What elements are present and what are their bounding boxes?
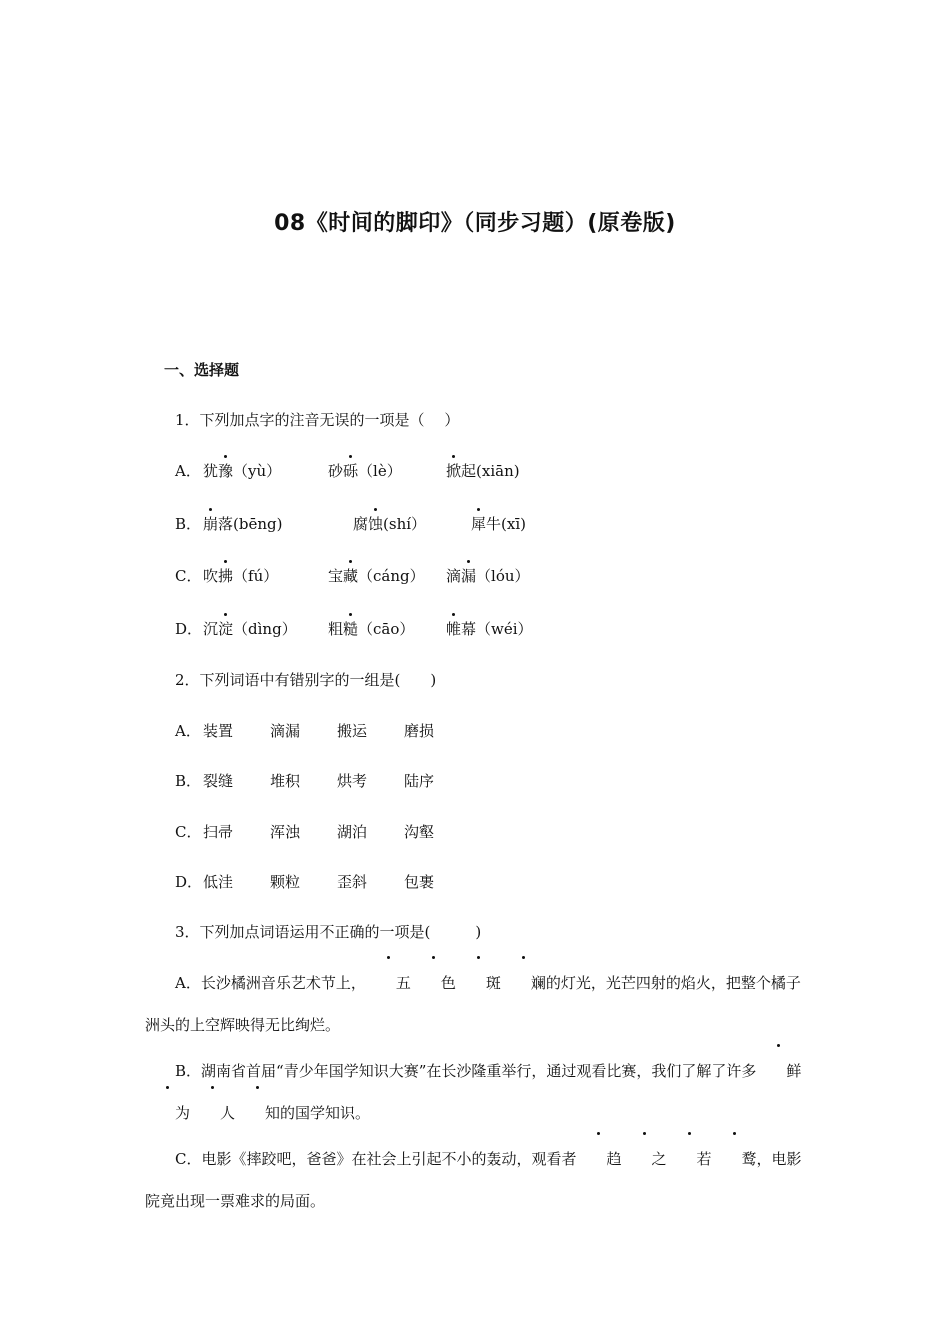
q2-word: 歪斜 — [337, 873, 368, 891]
q1-option-item: 崩落(bēng) — [203, 515, 283, 533]
q2-stem: 2．下列词语中有错别字的一组是( ) — [175, 671, 437, 689]
q2-word: 滴漏 — [270, 722, 301, 740]
q3-option-a: A．长沙橘洲音乐艺术节上， 五 色 斑 斓的灯光，光芒四射的焰火，把整个橘子洲头的上空辉映得无比绚烂。 — [145, 962, 810, 1046]
q2-word: 颗粒 — [270, 873, 301, 891]
q1-option-item: 掀起(xiān) — [446, 462, 520, 480]
q3-option-c: C．电影《摔跤吧，爸爸》在社会上引起不小的轰动，观看者 趋 之 若 鹜，电影院竟出现一票难求的局面。 — [145, 1138, 810, 1222]
q1-option-item: 腐蚀(shí） — [353, 515, 427, 533]
q2-option-letter: B． — [175, 772, 202, 790]
q2-word: 磨损 — [404, 722, 435, 740]
q2-word: 浑浊 — [270, 823, 301, 841]
q1-option-item: 宝藏（cáng） — [328, 567, 425, 585]
q1-option-item: 粗糙（cāo） — [328, 620, 415, 638]
q3-option-b: B．湖南省首届“青少年国学知识大赛”在长沙隆重举行，通过观看比赛，我们了解了许多 鲜为 人 知的国学知识。 — [145, 1050, 810, 1134]
q1-option-item: 吹拂（fú） — [203, 567, 279, 585]
q1-option-item: 犹豫（yù） — [203, 462, 282, 480]
q1-option-letter: D． — [175, 620, 203, 638]
q1-option-letter: A． — [175, 462, 201, 480]
q2-word: 陆序 — [404, 772, 435, 790]
q2-word: 低洼 — [203, 873, 234, 891]
q1-option-letter: C． — [175, 567, 202, 585]
q1-option-item: 滴漏（lóu） — [446, 567, 530, 585]
q3-dotted-phrase: 五 色 斑 斓 — [366, 974, 546, 992]
q1-option-item: 沉淀（dìng） — [203, 620, 297, 638]
section-heading: 一、选择题 — [164, 361, 240, 379]
q2-word: 堆积 — [270, 772, 301, 790]
q3-stem: 3．下列加点词语运用不正确的一项是( ) — [175, 923, 482, 941]
q1-option-letter: B． — [175, 515, 202, 533]
q2-word: 包裹 — [404, 873, 435, 891]
q1-option-item: 砂砾（lè） — [328, 462, 402, 480]
q1-option-item: 犀牛(xī) — [471, 515, 526, 533]
q1-stem: 1．下列加点字的注音无误的一项是（ ） — [175, 411, 460, 429]
q2-option-letter: A． — [175, 722, 201, 740]
q2-word: 扫帚 — [203, 823, 234, 841]
q2-word: 湖泊 — [337, 823, 368, 841]
q3-dotted-phrase: 趋 之 若 鹜 — [576, 1150, 756, 1168]
q2-word: 烘考 — [337, 772, 368, 790]
q2-option-letter: C． — [175, 823, 202, 841]
q2-word: 裂缝 — [203, 772, 234, 790]
q2-word: 沟壑 — [404, 823, 435, 841]
q1-option-item: 帷幕（wéi） — [446, 620, 533, 638]
q2-word: 搬运 — [337, 722, 368, 740]
q3-dotted-phrase: 鲜为 人 知 — [145, 1062, 801, 1122]
q2-option-letter: D． — [175, 873, 203, 891]
document-title: 08《时间的脚印》（同步习题）(原卷版) — [274, 211, 676, 236]
q2-word: 装置 — [203, 722, 234, 740]
